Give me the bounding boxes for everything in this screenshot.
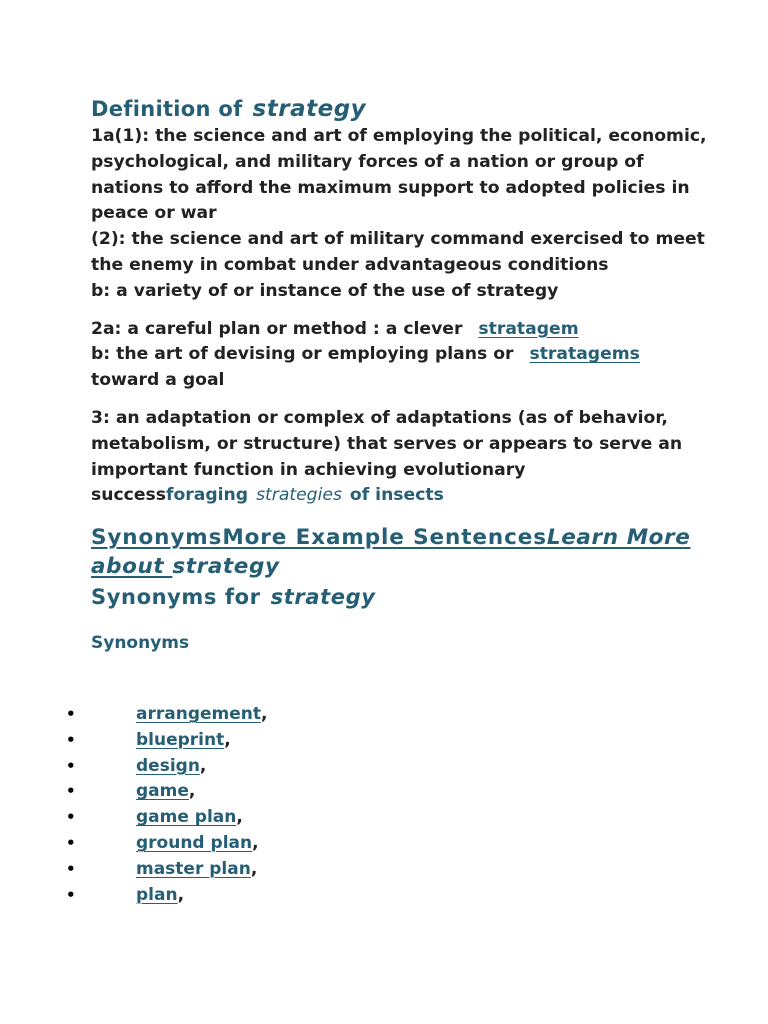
bullet-icon: • [66, 782, 76, 801]
nav-more-examples-link[interactable]: More Example Sentences [222, 525, 547, 551]
list-item [0, 883, 400, 909]
synonym-link-master-plan[interactable]: master plan [136, 858, 251, 879]
list-separator: , [261, 704, 268, 724]
bullet-icon: • [66, 859, 76, 878]
definition-3-text: 3: an adaptation or complex of adaptations (as of behavior, metabolism, or structure) that serves or appears to serve an important function in achieving evolutionary success [91, 407, 683, 506]
synonym-link-arrangement[interactable]: arrangement [136, 704, 261, 724]
list-item [0, 779, 400, 805]
definition-2b [91, 342, 711, 394]
synonyms-list [0, 702, 400, 908]
synonyms-heading [91, 581, 711, 613]
synonyms-heading-text: Synonyms for [91, 585, 261, 610]
definition-2a-separator: : a clever [372, 318, 463, 339]
definition-2b-text: b: the art of devising or employing plans or [91, 344, 514, 365]
synonym-link-ground-plan[interactable]: ground plan [136, 832, 253, 853]
list-separator: , [199, 755, 207, 776]
bullet-icon: • [66, 705, 76, 723]
page-title-prefix: Definition of [91, 97, 243, 121]
list-item [0, 728, 400, 754]
bullet-icon: • [66, 730, 76, 749]
definition-1b: b: a variety of or instance of the use of strategy [91, 280, 559, 301]
list-item [0, 754, 400, 780]
definition-page [91, 94, 711, 655]
definition-3 [91, 406, 711, 509]
nav-learn-more-link[interactable]: Learn More about [91, 525, 691, 580]
synonyms-heading-word: strategy [270, 585, 376, 610]
list-separator: , [236, 807, 243, 828]
list-separator: , [177, 884, 185, 905]
definition-3-example-end: of insects [349, 485, 444, 506]
synonym-link-design[interactable]: design [136, 755, 200, 776]
bullet-icon: • [66, 885, 76, 904]
synonyms-subheading: Synonyms [91, 633, 190, 654]
synonym-link-game[interactable]: game [136, 781, 189, 802]
page-title-word: strategy [252, 96, 367, 122]
bullet-icon: • [66, 756, 76, 775]
list-item [0, 831, 400, 857]
synonym-link-game-plan[interactable]: game plan [136, 807, 237, 828]
nav-synonyms-link[interactable]: Synonyms [91, 525, 223, 551]
definition-2a [91, 317, 711, 343]
page-title [91, 94, 711, 124]
synonym-link-plan[interactable]: plan [136, 884, 178, 905]
list-separator: , [188, 781, 196, 802]
stratagem-link[interactable]: stratagem [478, 318, 579, 339]
definition-2b-tail: toward a goal [91, 370, 225, 391]
nav-learn-more-word: strategy [172, 554, 280, 580]
stratagems-link[interactable]: stratagems [529, 344, 640, 365]
definition-1a1: 1a(1): the science and art of employing the political, economic, psychological, and military forces of a nation or group of nations to afford the maximum support to adopted policies in peace or war [91, 126, 707, 224]
definition-3-example-start: foraging [165, 485, 249, 506]
list-separator: , [224, 729, 231, 750]
list-separator: , [252, 832, 259, 853]
definition-1a2: (2): the science and art of military command exercised to meet the enemy in combat under advantageous conditions [91, 229, 705, 275]
section-nav [91, 523, 711, 581]
definition-3-example-word: strategies [256, 485, 342, 506]
bullet-icon: • [66, 833, 76, 852]
bullet-icon: • [66, 808, 76, 827]
definition-2a-text: 2a: a careful plan or method [91, 318, 367, 339]
list-separator: , [250, 858, 258, 879]
list-item [0, 857, 400, 883]
synonym-link-blueprint[interactable]: blueprint [136, 729, 225, 750]
list-item [0, 702, 400, 728]
list-item [0, 805, 400, 831]
